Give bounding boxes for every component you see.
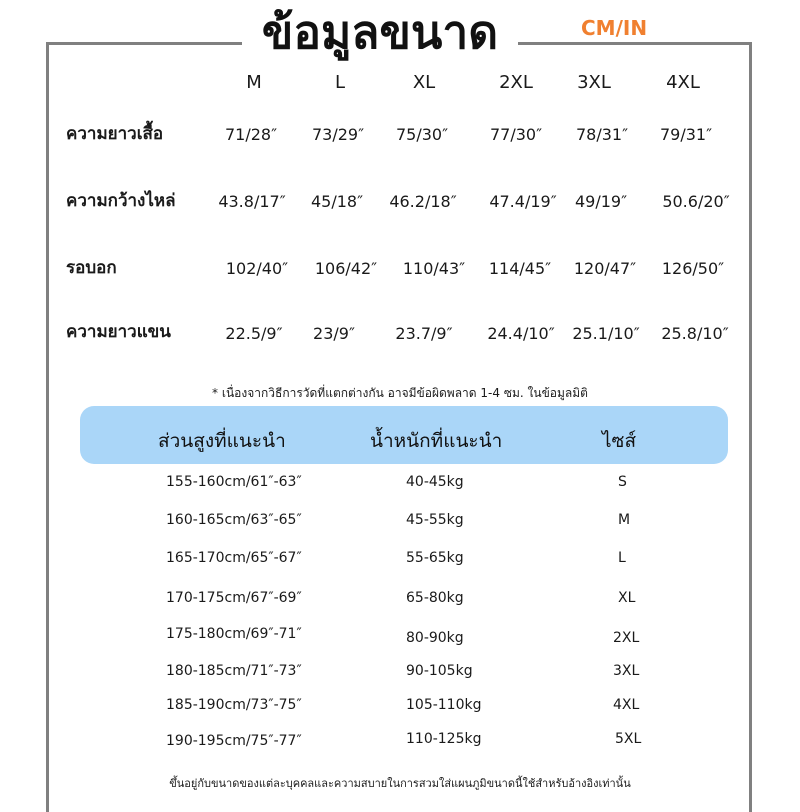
frame-top-rule-left bbox=[46, 42, 242, 45]
measure-cell: 79/31″ bbox=[659, 125, 713, 144]
measure-cell: 78/31″ bbox=[575, 125, 629, 144]
measure-cell: 49/19″ bbox=[574, 192, 628, 211]
rec-height: 190-195cm/75″-77″ bbox=[166, 733, 302, 749]
unit-label: CM/IN bbox=[581, 16, 648, 40]
measure-cell: 102/40″ bbox=[225, 259, 289, 278]
measure-cell: 75/30″ bbox=[395, 125, 449, 144]
measure-cell: 43.8/17″ bbox=[218, 192, 286, 211]
size-header-m: M bbox=[246, 72, 262, 93]
rec-weight: 45-55kg bbox=[406, 512, 464, 528]
rec-height: 170-175cm/67″-69″ bbox=[166, 590, 302, 606]
measure-cell: 23.7/9″ bbox=[395, 324, 453, 343]
rec-height: 185-190cm/73″-75″ bbox=[166, 697, 302, 713]
measure-cell: 24.4/10″ bbox=[487, 324, 555, 343]
rec-weight: 110-125kg bbox=[406, 731, 482, 747]
measure-cell: 23/9″ bbox=[313, 324, 355, 343]
size-header-3xl: 3XL bbox=[577, 72, 611, 93]
measure-label-length: ความยาวเสื้อ bbox=[66, 124, 164, 144]
measure-cell: 120/47″ bbox=[573, 259, 637, 278]
rec-size: XL bbox=[618, 590, 636, 606]
measure-label-shoulder: ความกว้างไหล่ bbox=[66, 191, 176, 211]
measure-cell: 45/18″ bbox=[310, 192, 364, 211]
chart-title: ข้อมูลขนาด bbox=[261, 5, 499, 59]
rec-weight: 105-110kg bbox=[406, 697, 482, 713]
measure-cell: 25.8/10″ bbox=[661, 324, 729, 343]
rec-height: 175-180cm/69″-71″ bbox=[166, 626, 302, 642]
rec-size: 4XL bbox=[613, 697, 640, 713]
rec-weight: 55-65kg bbox=[406, 550, 464, 566]
measure-cell: 46.2/18″ bbox=[389, 192, 457, 211]
measure-cell: 110/43″ bbox=[402, 259, 466, 278]
size-header-xl: XL bbox=[412, 72, 436, 93]
measure-cell: 77/30″ bbox=[489, 125, 543, 144]
measure-cell: 106/42″ bbox=[314, 259, 378, 278]
frame-top-rule-right bbox=[518, 42, 752, 45]
rec-size: L bbox=[618, 550, 626, 566]
size-header-l: L bbox=[334, 72, 346, 93]
rec-height: 180-185cm/71″-73″ bbox=[166, 663, 302, 679]
rec-size: 2XL bbox=[613, 630, 640, 646]
header-height: ส่วนสูงที่แนะนำ bbox=[158, 430, 286, 452]
rec-size: 5XL bbox=[615, 731, 642, 747]
header-size: ไซส์ bbox=[602, 430, 637, 452]
measure-cell: 22.5/9″ bbox=[225, 324, 283, 343]
measure-cell: 71/28″ bbox=[224, 125, 278, 144]
rec-height: 165-170cm/65″-67″ bbox=[166, 550, 302, 566]
measure-cell: 50.6/20″ bbox=[662, 192, 730, 211]
rec-weight: 90-105kg bbox=[406, 663, 473, 679]
header-weight: น้ำหนักที่แนะนำ bbox=[370, 430, 503, 452]
measure-label-sleeve: ความยาวแขน bbox=[66, 322, 171, 342]
measure-cell: 114/45″ bbox=[488, 259, 552, 278]
size-header-2xl: 2XL bbox=[499, 72, 533, 93]
measure-cell: 73/29″ bbox=[311, 125, 365, 144]
rec-weight: 65-80kg bbox=[406, 590, 464, 606]
rec-size: M bbox=[618, 512, 631, 528]
measure-cell: 25.1/10″ bbox=[572, 324, 640, 343]
rec-weight: 40-45kg bbox=[406, 474, 464, 490]
rec-size: 3XL bbox=[613, 663, 640, 679]
rec-height: 160-165cm/63″-65″ bbox=[166, 512, 302, 528]
measure-label-chest: รอบอก bbox=[66, 258, 117, 278]
measure-cell: 126/50″ bbox=[661, 259, 725, 278]
rec-height: 155-160cm/61″-63″ bbox=[166, 474, 302, 490]
size-header-4xl: 4XL bbox=[666, 72, 700, 93]
rec-size: S bbox=[618, 474, 627, 490]
rec-weight: 80-90kg bbox=[406, 630, 464, 646]
measure-cell: 47.4/19″ bbox=[489, 192, 557, 211]
measurement-note: * เนื่องจากวิธีการวัดที่แตกต่างกัน อาจมีข้อผิดพลาด 1-4 ซม. ในข้อมูลมิติ bbox=[212, 386, 588, 400]
footer-disclaimer: ขึ้นอยู่กับขนาดของแต่ละบุคคลและความสบายในการสวมใส่แผนภูมิขนาดนี้ใช้สำหรับอ้างอิงเท่านั้น bbox=[169, 777, 631, 790]
